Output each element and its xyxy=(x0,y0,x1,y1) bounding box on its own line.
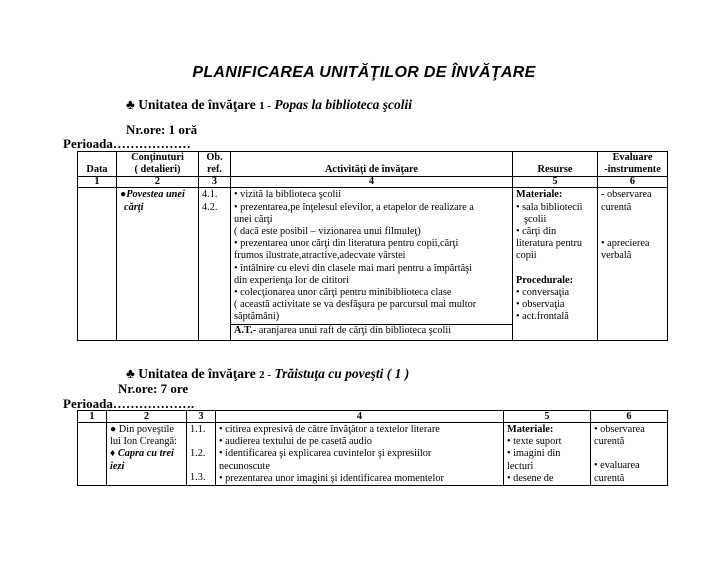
col-number: 2 xyxy=(117,177,199,188)
unit-1-table xyxy=(77,151,668,341)
unit-2-heading xyxy=(126,366,409,382)
unit-1-hours: Nr.ore: 1 oră xyxy=(126,122,198,137)
cell-evaluation: • observarea curentă • evaluarea curentă xyxy=(591,423,668,486)
header-resources: Resurse xyxy=(513,152,598,177)
unit-1-number: 1 - xyxy=(259,100,272,112)
header-activities: Activităţi de învăţare xyxy=(231,152,513,177)
cell-resources: Materiale: • sala bibliotecii şcolii • cărţi din literatura pentru copii Procedurale: • conversaţia • observaţia • act.frontală xyxy=(513,188,598,341)
cell-content: ●Povestea unei cărţi xyxy=(117,188,199,341)
col-number: 1 xyxy=(78,177,117,188)
unit-2-table xyxy=(77,410,668,486)
header-data: Data xyxy=(78,152,117,177)
col-number: 6 xyxy=(591,411,668,423)
unit-1-prefix: ♣ Unitatea de învăţare xyxy=(126,97,256,112)
col-number: 2 xyxy=(107,411,187,423)
col-number: 3 xyxy=(187,411,216,423)
header-content: Conţinuturi ( detalieri) xyxy=(117,152,199,177)
cell-resources: Materiale: • texte suport • imagini din lecturi • desene de xyxy=(504,423,591,486)
unit-1-name: Popas la biblioteca şcolii xyxy=(274,97,413,112)
cell-objectives: 4.1. 4.2. xyxy=(199,188,231,341)
unit-2-number: 2 - xyxy=(259,369,272,381)
cell-content: ● Din poveştile lui Ion Creangă: ♦ Capra cu trei iezi xyxy=(107,423,187,486)
header-objectives: Ob. ref. xyxy=(199,152,231,177)
col-number: 6 xyxy=(598,177,668,188)
unit-2-prefix: ♣ Unitatea de învăţare xyxy=(126,366,256,381)
unit-2-period: Perioada………………. xyxy=(63,396,195,411)
col-number: 3 xyxy=(199,177,231,188)
cell-activities: • citirea expresivă de către învăţător a textelor literare • audierea textului de pe casetă audio • identificarea şi explicarea cuvintelor şi expresiilor necunoscute • prezentarea unor imagini şi identificarea momentelor xyxy=(216,423,504,486)
unit-1-period: Perioada……………… xyxy=(63,136,191,151)
page-title: PLANIFICAREA UNITĂŢILOR DE ÎNVĂŢARE xyxy=(192,64,536,81)
cell-date xyxy=(78,423,107,486)
cell-activities: • vizită la biblioteca şcolii • prezentarea,pe înţelesul elevilor, a etapelor de realizare a unei cărţi ( dacă este posibil – vizionarea unui filmuleţ) • prezentarea unor cărţi din literatura pentru copii,cărţi frumos ilustrate,atractive,adecvate vârstei • întâlnire cu elevi din clasele mai mari pentru a împărtăşi din experienţa lor de cititori • colecţionarea unor cărţi pentru minibiblioteca clase ( această activitate se va desfăşura pe parcursul mai multor săptămâni) A.T.- aranjarea unui raft de cărţi din biblioteca şcolii xyxy=(231,188,513,341)
header-evaluation: Evaluare -instrumente xyxy=(598,152,668,177)
activity-final: A.T.- aranjarea unui raft de cărţi din biblioteca şcolii xyxy=(231,324,512,337)
unit-2-name: Trăistuţa cu poveşti ( 1 ) xyxy=(274,366,410,381)
unit-1-heading xyxy=(126,97,412,113)
col-number: 1 xyxy=(78,411,107,423)
col-number: 4 xyxy=(216,411,504,423)
unit-2-hours: Nr.ore: 7 ore xyxy=(118,381,189,396)
cell-objectives: 1.1. 1.2. 1.3. xyxy=(187,423,216,486)
cell-evaluation: - observarea curentă • aprecierea verbală xyxy=(598,188,668,341)
cell-date xyxy=(78,188,117,341)
col-number: 5 xyxy=(504,411,591,423)
col-number: 5 xyxy=(513,177,598,188)
col-number: 4 xyxy=(231,177,513,188)
